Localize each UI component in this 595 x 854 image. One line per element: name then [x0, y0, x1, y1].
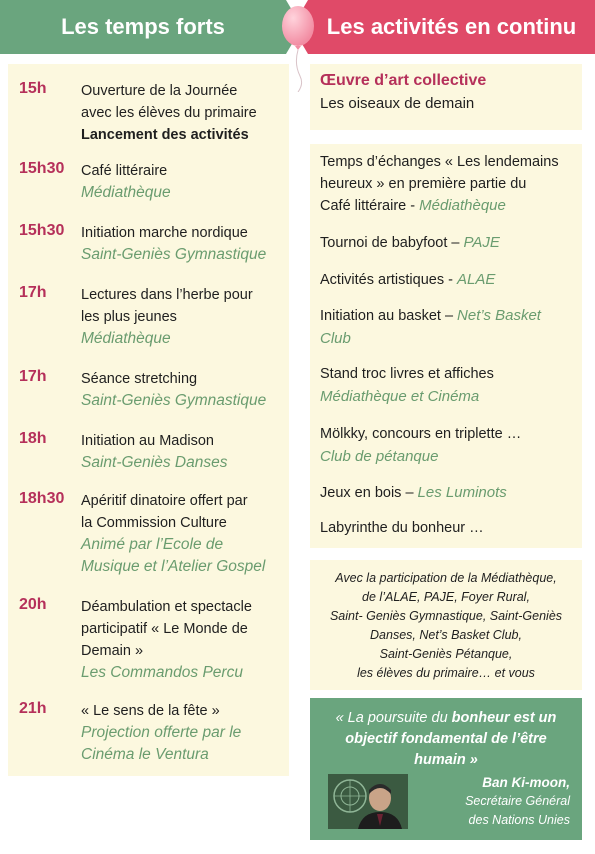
activity-item [320, 152, 578, 218]
activity-text: Mölkky, concours en triplette … [320, 426, 522, 442]
schedule-time: 15h [19, 80, 47, 97]
schedule-time: 18h30 [19, 490, 65, 507]
quote-open: « La poursuite du [335, 710, 452, 726]
activity-item [320, 232, 578, 255]
quote-text [318, 708, 574, 771]
header-right-title: Les activités en continu [326, 14, 577, 39]
quote-author [465, 773, 570, 830]
quote-bold: bonheur est un [451, 710, 557, 726]
schedule-organizer: Cinéma le Ventura [81, 746, 209, 763]
schedule-text: Ouverture de la Journée [81, 83, 238, 99]
schedule-highlight: Lancement des activités [81, 127, 249, 143]
activity-text: Jeux en bois – [320, 485, 418, 501]
portrait-photo [328, 774, 408, 829]
schedule-text: Initiation marche nordique [81, 225, 248, 241]
schedule-organizer: Médiathèque [81, 184, 171, 201]
schedule-text: Séance stretching [81, 371, 198, 387]
schedule-text: Initiation au Madison [81, 433, 214, 449]
activity-text: Temps d’échanges « Les lendemains [320, 154, 559, 170]
activity-item [320, 269, 578, 292]
activity-text: Initiation au basket – [320, 308, 458, 324]
activity-text: heureux » en première partie du [320, 175, 527, 192]
schedule-time: 17h [19, 368, 47, 385]
participation-line: Danses, Net’s Basket Club, [370, 628, 522, 642]
schedule-text: Lectures dans l’herbe pour [81, 287, 253, 303]
activity-organizer: Médiathèque et Cinéma [320, 387, 480, 405]
activities-box [310, 144, 582, 548]
activity-organizer: Net’s Basket [457, 307, 541, 324]
schedule-organizer: Musique et l’Atelier Gospel [81, 558, 266, 575]
artwork-title: Œuvre d’art collective [320, 72, 487, 89]
schedule-time: 20h [19, 596, 47, 613]
activity-item [320, 424, 578, 467]
schedule-text: Café littéraire [81, 163, 168, 179]
participation-line: de l’ALAE, PAJE, Foyer Rural, [362, 590, 530, 604]
schedule-organizer: Saint-Geniès Gymnastique [81, 246, 267, 263]
schedule-time: 15h30 [19, 222, 65, 239]
schedule-text: Apéritif dinatoire offert par [81, 493, 248, 509]
schedule-time: 17h [19, 284, 47, 301]
schedule-organizer: Saint-Geniès Danses [81, 454, 228, 471]
participation-text [314, 569, 578, 683]
header-activites-continu [308, 0, 595, 54]
activity-organizer: ALAE [457, 271, 496, 288]
schedule-organizer: Animé par l’Ecole de [81, 536, 224, 553]
activity-text: Activités artistiques - [320, 272, 457, 288]
activity-text: Café littéraire - [320, 198, 420, 214]
participation-line: les élèves du primaire… et vous [357, 666, 535, 680]
participation-line: Saint-Geniès Pétanque, [379, 647, 513, 661]
activity-organizer: Club de pétanque [320, 447, 439, 465]
quote-bold: objectif fondamental de l’être [345, 731, 547, 747]
schedule-organizer: Projection offerte par le [81, 724, 242, 741]
quote-bold: humain » [414, 752, 478, 768]
quote-box [310, 698, 582, 840]
activity-text: Stand troc livres et affiches [320, 366, 494, 382]
activity-text: Tournoi de babyfoot – [320, 235, 464, 251]
header-temps-forts [0, 0, 286, 54]
activity-organizer: Club [320, 329, 351, 347]
schedule-organizer: Les Commandos Percu [81, 664, 243, 681]
schedule-time: 18h [19, 430, 47, 447]
schedule-text: Demain » [81, 643, 144, 659]
schedule-organizer: Médiathèque [81, 330, 171, 347]
artwork-box [310, 64, 582, 130]
author-role: Secrétaire Général [465, 794, 570, 808]
author-role: des Nations Unies [468, 813, 570, 827]
participation-box [310, 560, 582, 690]
schedule-text: avec les élèves du primaire [81, 105, 257, 121]
activity-item [320, 482, 578, 505]
activity-item [320, 305, 578, 349]
schedule-text: « Le sens de la fête » [81, 703, 220, 719]
activity-organizer: Les Luminots [417, 484, 507, 501]
author-name: Ban Ki-moon, [482, 775, 570, 790]
header-left-title: Les temps forts [61, 14, 225, 39]
schedule-text: les plus jeunes [81, 309, 177, 325]
schedule-text: Déambulation et spectacle [81, 599, 252, 615]
participation-line: Avec la participation de la Médiathèque, [335, 571, 557, 585]
schedule-organizer: Saint-Geniès Gymnastique [81, 392, 267, 409]
participation-line: Saint- Geniès Gymnastique, Saint-Geniès [329, 609, 563, 623]
schedule-time: 21h [19, 700, 47, 717]
schedule-text: participatif « Le Monde de [81, 621, 248, 637]
artwork-subtitle: Les oiseaux de demain [320, 95, 475, 112]
activity-organizer: PAJE [463, 234, 500, 251]
activity-organizer: Médiathèque [419, 197, 506, 214]
activity-item [320, 364, 578, 407]
activity-item [320, 518, 578, 540]
activity-text: Labyrinthe du bonheur … [320, 520, 484, 536]
schedule-panel [8, 64, 289, 776]
schedule-time: 15h30 [19, 160, 65, 177]
schedule-text: la Commission Culture [81, 515, 227, 531]
